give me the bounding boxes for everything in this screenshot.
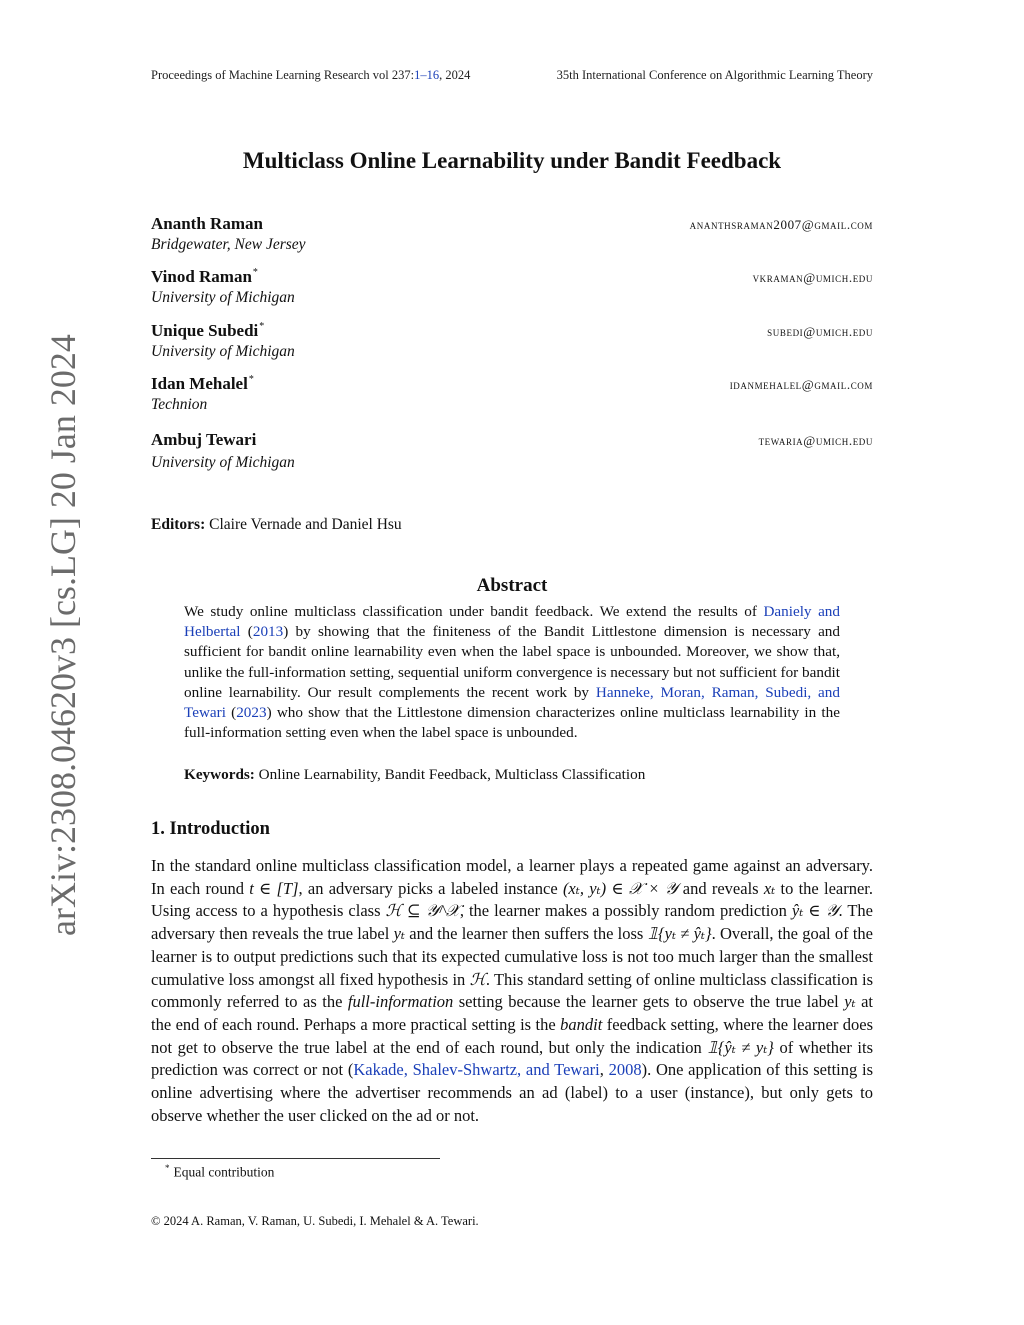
citation-year-link[interactable]: 2008 <box>608 1060 642 1080</box>
citation-link[interactable]: Kakade, Shalev-Shwartz, and Tewari <box>353 1060 600 1080</box>
author-affiliation: University of Michigan <box>151 289 295 306</box>
author-affiliation: Bridgewater, New Jersey <box>151 236 306 253</box>
abstract-body: We study online multiclass classification under bandit feedback. We extend the results of Daniely and Helbertal (2013) by showing that the finiteness of the Bandit Littlestone dimension is necessary and sufficient for bandit online learnability even when the label space is unbounded. Moreover, we show that, unlike the full-information setting, sequential uniform convergence is necessary but not sufficient for bandit online learnability. Our result complements the recent work by Hanneke, Moran, Raman, Subedi, and Tewari (2023) who show that the Littlestone dimension characterizes online multiclass learnability in the full-information setting even when the label space is unbounded. <box>184 603 840 742</box>
page-range-link[interactable]: 1–16 <box>414 68 440 82</box>
author-name: Vinod Raman* <box>151 267 258 286</box>
author-name: Ambuj Tewari <box>151 430 257 449</box>
author-email[interactable]: vkraman@umich.edu <box>752 270 873 285</box>
section-heading-introduction: 1. Introduction <box>151 819 270 839</box>
author-email[interactable]: tewaria@umich.edu <box>758 433 873 448</box>
running-header-right: 35th International Conference on Algorithmic Learning Theory <box>556 68 873 82</box>
copyright-line: © 2024 A. Raman, V. Raman, U. Subedi, I. Mehalel & A. Tewari. <box>151 1214 479 1228</box>
author-email[interactable]: subedi@umich.edu <box>767 324 873 339</box>
author-affiliation: University of Michigan <box>151 454 295 471</box>
citation-year-link[interactable]: 2023 <box>236 704 267 722</box>
author-email[interactable]: ananthsraman2007@gmail.com <box>689 217 873 232</box>
citation-year-link[interactable]: 2013 <box>252 623 284 641</box>
author-email[interactable]: idanmehalel@gmail.com <box>729 377 873 392</box>
author-affiliation: Technion <box>151 396 208 413</box>
running-header-left: Proceedings of Machine Learning Research vol 237:1–16, 2024 <box>151 68 471 82</box>
author-name: Idan Mehalel* <box>151 374 254 393</box>
footnote: * Equal contribution <box>165 1163 275 1180</box>
keywords-line: Keywords: Online Learnability, Bandit Feedback, Multiclass Classification <box>184 766 646 783</box>
arxiv-stamp: arXiv:2308.04620v3 [cs.LG] 20 Jan 2024 <box>43 334 83 936</box>
editors-line: Editors: Claire Vernade and Daniel Hsu <box>151 516 402 533</box>
paper-title: Multiclass Online Learnability under Bandit Feedback <box>242 148 782 173</box>
abstract-heading: Abstract <box>476 575 548 596</box>
introduction-paragraph: In the standard online multiclass classification model, a learner plays a repeated game against an adversary. In each round t ∈ [T], an adversary picks a labeled instance (xₜ, yₜ) ∈ 𝒳 × 𝒴 and reveals xₜ to the learner. Using access to a hypothesis class ℋ ⊆ 𝒴^𝒳, the learner makes a possibly random prediction ŷₜ ∈ 𝒴. The adversary then reveals the true label yₜ and the learner then suffers the loss 𝟙{yₜ ≠ ŷₜ}. Overall, the goal of the learner is to output predictions such that its expected cumulative loss is not too much larger than the smallest cumulative loss amongst all fixed hypothesis in ℋ. This standard setting of online multiclass classification is commonly referred to as the full-information setting because the learner gets to observe the true label yₜ at the end of each round. Perhaps a more practical setting is the bandit feedback setting, where the learner does not get to observe the true label at the end of each round, but only the indication 𝟙{ŷₜ ≠ yₜ} of whether its prediction was correct or not (Kakade, Shalev-Shwartz, and Tewari, 2008). One application of this setting is online advertising where the advertiser recommends an ad (label) to a user (instance), but only gets to observe whether the user clicked on the ad or not. <box>151 856 874 1125</box>
citation-link[interactable]: Daniely and Helbertal <box>184 603 840 641</box>
author-affiliation: University of Michigan <box>151 343 295 360</box>
footnote-divider <box>151 1158 440 1159</box>
citation-link[interactable]: Hanneke, Moran, Raman, Subedi, and Tewari <box>184 683 840 722</box>
author-name: Ananth Raman <box>151 214 263 233</box>
author-name: Unique Subedi* <box>151 321 265 340</box>
